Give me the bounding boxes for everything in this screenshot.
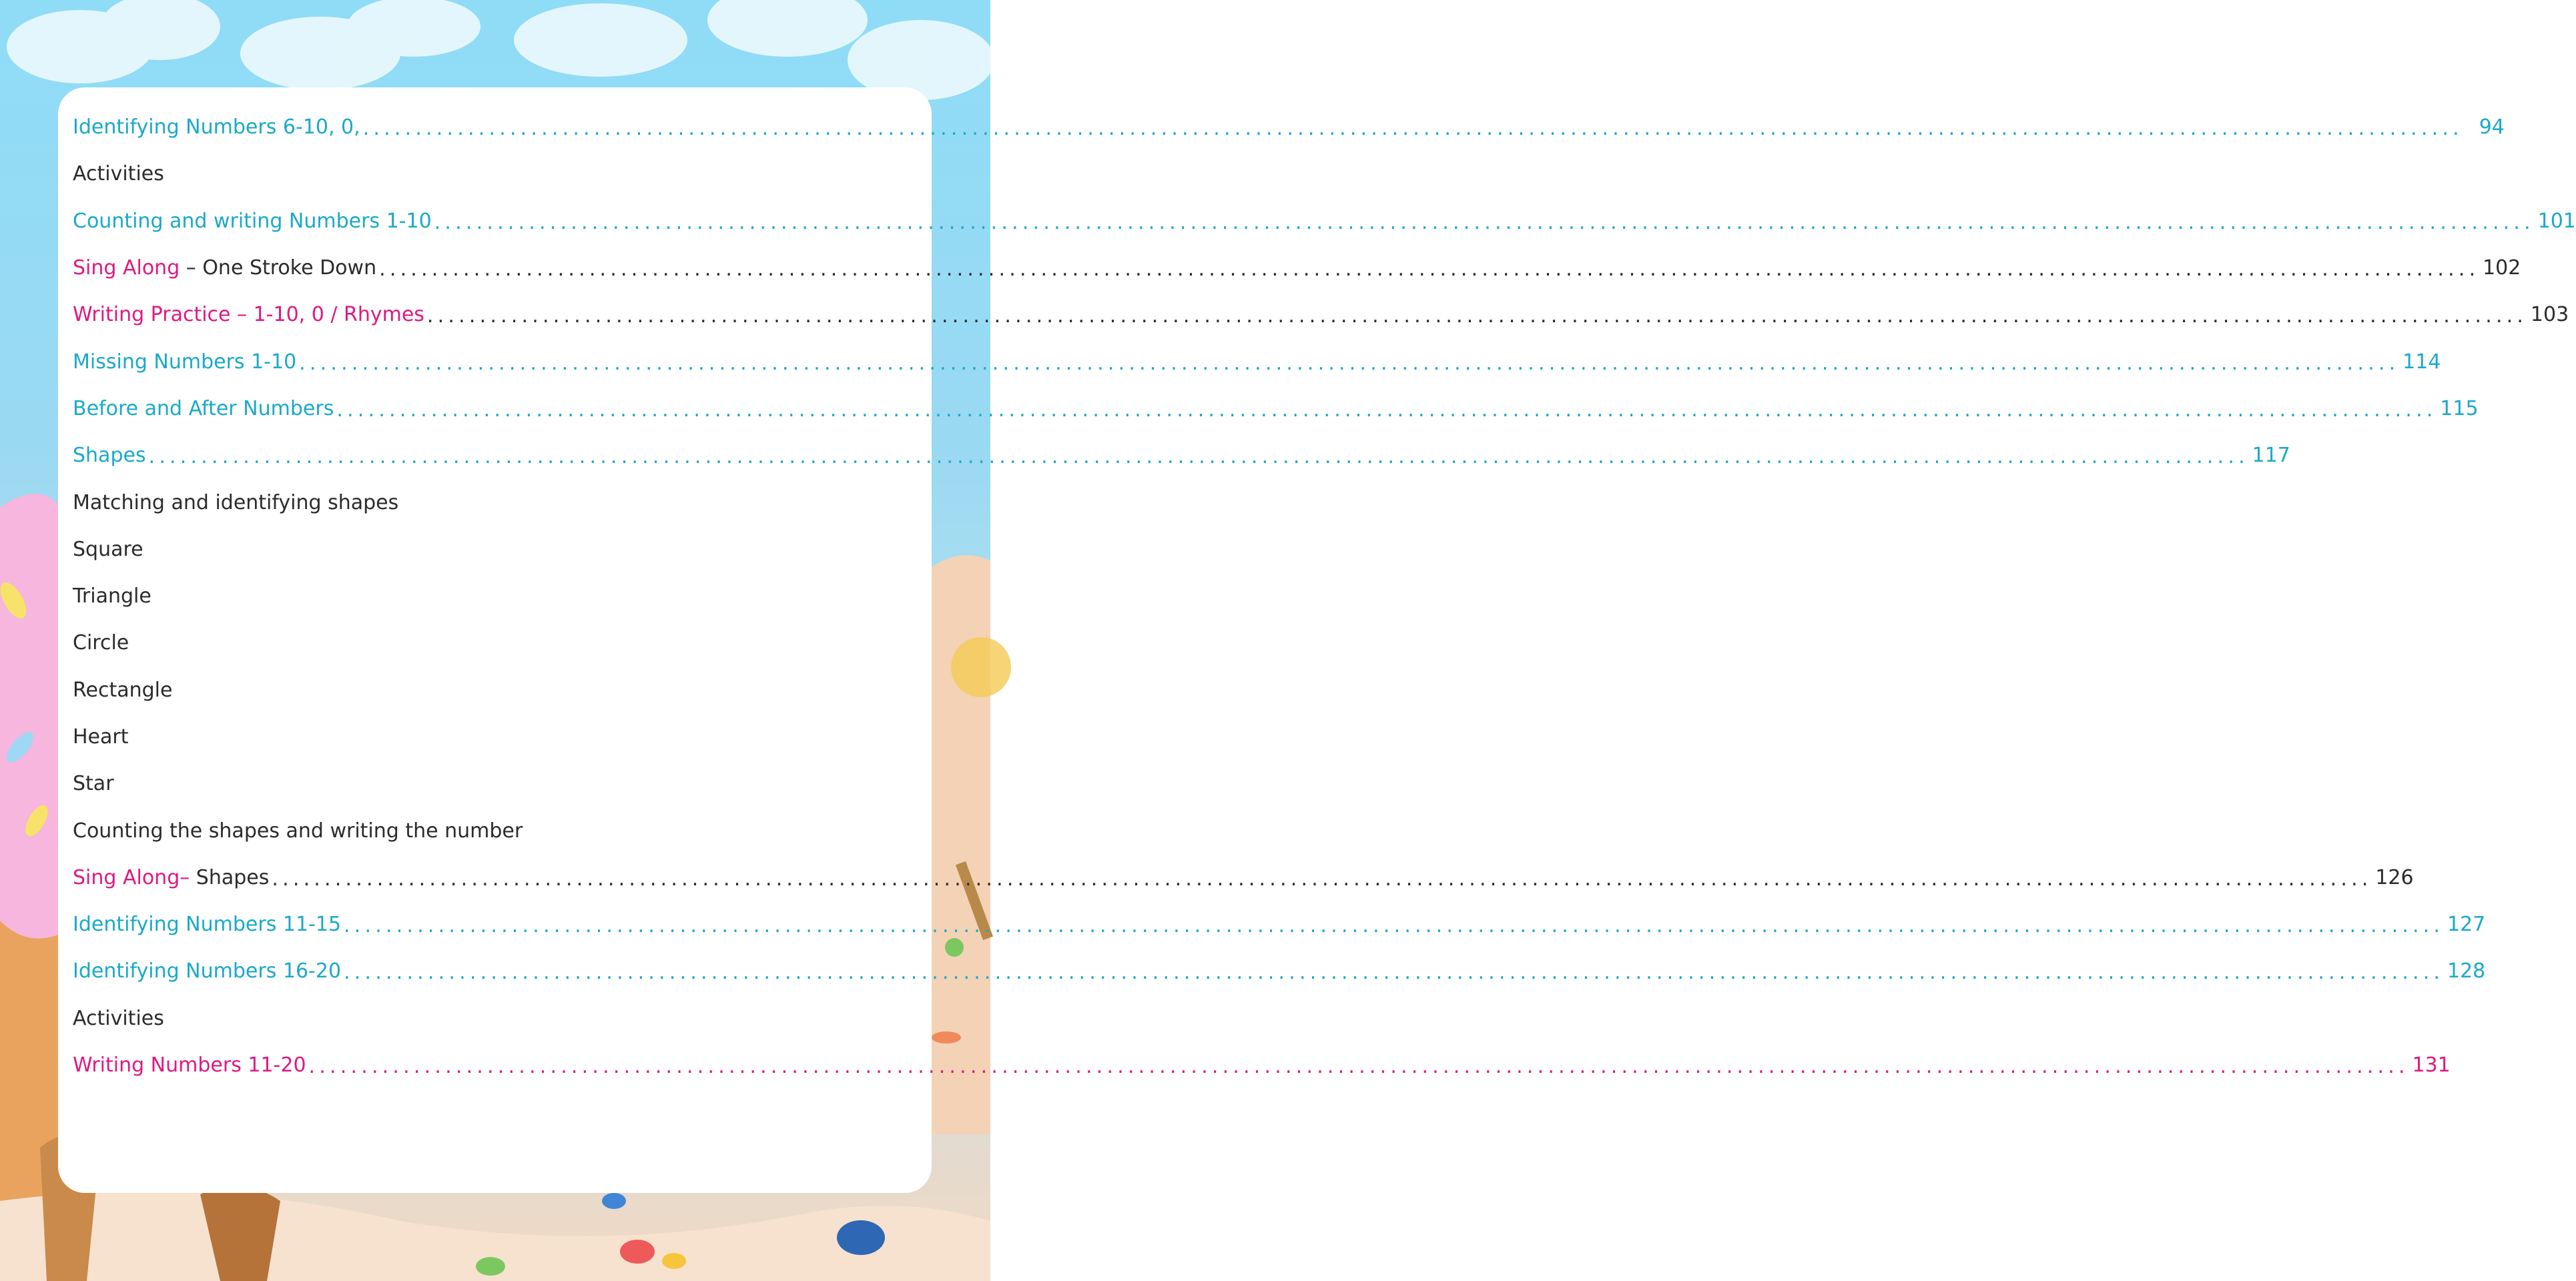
toc-leader-dots: ........................................................................................................................................................................................................ <box>299 351 2400 375</box>
toc-entry-title <box>73 586 151 606</box>
toc-entry-title-part: Identifying Numbers 11-15 <box>73 913 342 937</box>
toc-entry-title-part: Star <box>73 772 114 796</box>
toc-entry-title-part: Shapes <box>73 444 146 468</box>
toc-leader-dots: ........................................................................................................................................................................................................ <box>336 398 2437 422</box>
toc-entry <box>73 104 2505 151</box>
toc-entry <box>73 151 937 197</box>
toc-page-number: 101 <box>2537 209 2576 233</box>
toc-entry-title-part: Writing Practice – 1-10, 0 / Rhymes <box>73 303 424 327</box>
toc-entry-title-part: Triangle <box>73 584 151 608</box>
toc-entry-title <box>73 117 360 137</box>
toc-entry-title-part: Square <box>73 537 143 561</box>
toc-entry-title <box>73 211 432 232</box>
toc-entry-title <box>73 490 399 514</box>
toc-entry <box>73 901 2486 948</box>
toc-entry-title-part: Sing Along <box>73 256 180 280</box>
toc-entry-title-part: Sing Along– <box>73 865 190 889</box>
toc-leader-dots: ........................................................................................................................................................................................................ <box>272 867 2372 891</box>
toc-entry <box>73 667 937 714</box>
toc-leader-dots: ........................................................................................................................................................................................................ <box>344 914 2445 938</box>
toc-entry-title-part: Identifying Numbers 16-20 <box>73 959 342 983</box>
toc-entry-title <box>73 633 129 653</box>
toc-entry-title <box>73 258 376 278</box>
toc-entry-title <box>73 1055 306 1076</box>
toc-page-number: 102 <box>2483 256 2521 280</box>
toc-entry-title <box>73 678 173 702</box>
toc-entry-title-part: Circle <box>73 631 129 655</box>
toc-entry <box>73 245 2521 292</box>
toc-entry-title <box>73 821 523 841</box>
toc-page-number: 94 <box>2479 115 2505 139</box>
toc-entry-title-part: Identifying Numbers 6-10, 0, <box>73 115 360 139</box>
toc-entry-title <box>73 305 424 325</box>
toc-entry-title-part: Matching and identifying shapes <box>73 490 399 514</box>
toc-entry-title-part: Shapes <box>190 865 270 889</box>
toc-entry-title <box>73 537 143 561</box>
toc-entry-title <box>73 915 341 935</box>
toc-page-number: 103 <box>2530 303 2569 327</box>
toc-entry <box>73 479 937 526</box>
toc-page-number: 131 <box>2412 1053 2451 1078</box>
toc-page-number: 126 <box>2375 865 2414 889</box>
toc-entry-title <box>73 446 146 466</box>
toc-entry-title-part: Activities <box>73 162 164 186</box>
toc-entry <box>73 338 2441 385</box>
toc-entry-title-part: Activities <box>73 1006 164 1030</box>
toc-leader-dots: ........................................................................................................................................................................................................ <box>434 210 2535 234</box>
toc-entry <box>73 198 2576 245</box>
cloud-decoration <box>7 0 994 100</box>
toc-entry-title <box>73 727 129 747</box>
toc-leader-dots: ........................................................................................................................................................................................................ <box>426 304 2528 328</box>
toc-list <box>73 104 2576 1089</box>
toc-leader-dots: ........................................................................................................................................................................................................ <box>308 1055 2409 1079</box>
toc-page-number: 117 <box>2252 444 2290 468</box>
toc-entry-title-part: Counting the shapes and writing the number <box>73 819 523 843</box>
toc-leader-dots: ........................................................................................................................................................................................................ <box>344 961 2445 985</box>
toc-entry-title <box>73 352 296 372</box>
toc-entry-title-part: Heart <box>73 725 129 749</box>
toc-entry-title <box>73 961 341 981</box>
toc-entry-title <box>73 396 334 420</box>
toc-entry-title <box>73 1006 164 1030</box>
toc-entry <box>73 807 937 854</box>
toc-page-number: 127 <box>2447 913 2486 937</box>
toc-page-number: 115 <box>2440 396 2479 420</box>
toc-entry-title-part: – One Stroke Down <box>180 256 377 280</box>
toc-entry <box>73 573 937 620</box>
toc-entry <box>73 620 937 667</box>
toc-entry-title-part: Counting and writing Numbers 1-10 <box>73 209 432 233</box>
toc-entry <box>73 761 937 807</box>
toc-entry-title-part: Missing Numbers 1-10 <box>73 350 297 374</box>
toc-page-number: 128 <box>2447 959 2486 983</box>
toc-entry-title-part: Before and After Numbers <box>73 396 334 420</box>
toc-entry-title-part: Writing Numbers 11-20 <box>73 1053 306 1078</box>
toc-entry-title <box>73 164 164 184</box>
toc-entry <box>73 432 2290 479</box>
toc-page-number: 114 <box>2402 350 2441 374</box>
toc-leader-dots: ........................................................................................................................................................................................................ <box>362 117 2463 141</box>
toc-entry-title-part: Rectangle <box>73 678 173 702</box>
toc-entry <box>73 386 2479 432</box>
toc-entry <box>73 948 2486 995</box>
toc-entry <box>73 1042 2451 1089</box>
toc-leader-dots: ........................................................................................................................................................................................................ <box>379 258 2480 282</box>
toc-entry <box>73 855 2414 901</box>
toc-entry <box>73 714 937 761</box>
toc-entry <box>73 526 937 573</box>
toc-leader-dots: ........................................................................................................................................................................................................ <box>148 445 2249 469</box>
toc-entry-title <box>73 865 270 889</box>
toc-entry <box>73 292 2569 338</box>
right-candy-decoration <box>932 555 1011 1134</box>
toc-entry <box>73 995 937 1042</box>
table-of-contents-card <box>58 87 2576 1193</box>
toc-entry-title <box>73 774 114 794</box>
